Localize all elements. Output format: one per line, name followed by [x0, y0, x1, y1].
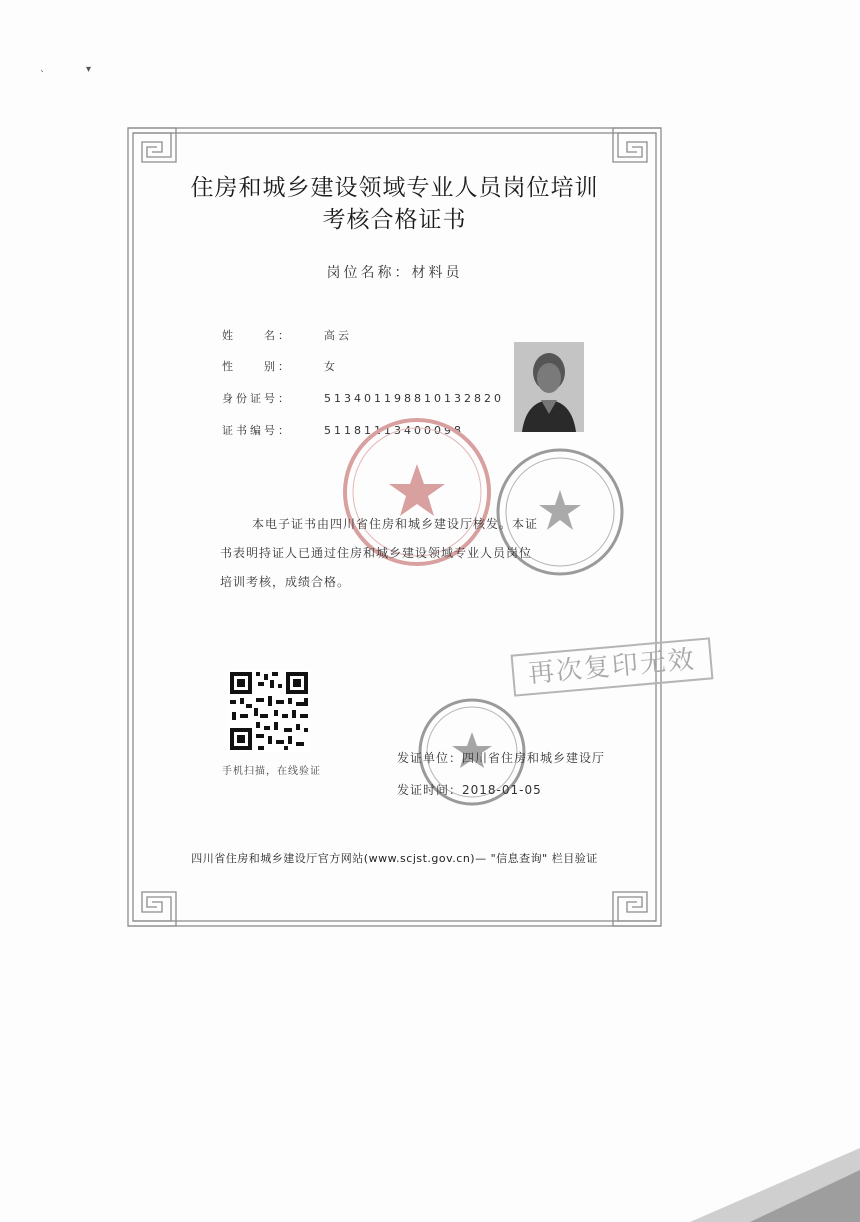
- scan-speck-2: ▾: [86, 64, 92, 75]
- holder-photo: [514, 342, 584, 432]
- verification-footer: 四川省住房和城乡建设厅官方网站(www.scjst.gov.cn)— "信息查询" 栏目验证: [191, 852, 598, 865]
- name-label: 姓 名：: [222, 329, 292, 342]
- title-line-2: 考核合格证书: [322, 207, 467, 233]
- issuer-unit-value: 四川省住房和城乡建设厅: [462, 751, 606, 765]
- field-row-gender: [222, 358, 338, 374]
- qr-code-icon[interactable]: [228, 670, 310, 752]
- certificate-statement: [220, 510, 580, 597]
- no-copy-stamp: 再次复印无效: [511, 637, 714, 696]
- post-label: 岗位名称：: [326, 265, 412, 281]
- statement-line-3: 培训考核，成绩合格。: [220, 575, 351, 589]
- scan-speck-1: `: [40, 70, 45, 81]
- title-line-1: 住房和城乡建设领域专业人员岗位培训: [190, 175, 599, 201]
- issuer-block: [397, 742, 605, 806]
- name-value: 高云: [324, 329, 352, 342]
- portrait-image: [514, 342, 584, 432]
- cert-number-value: 51181113400098: [324, 424, 464, 437]
- certificate: [122, 122, 667, 932]
- gender-value: 女: [324, 360, 338, 373]
- post-name: [122, 262, 667, 282]
- issue-date-label: 发证时间：: [397, 783, 463, 797]
- field-row-id-number: [222, 390, 504, 406]
- statement-line-1: 本电子证书由四川省住房和城乡建设厅核发。本证: [252, 517, 539, 531]
- certificate-title: [122, 172, 667, 236]
- id-number-value: 513401198810132820: [324, 392, 504, 405]
- issue-date: [397, 774, 605, 806]
- field-row-name: [222, 327, 352, 343]
- statement-line-2: 书表明持证人已通过住房和城乡建设领域专业人员岗位: [220, 546, 533, 560]
- id-number-label: 身份证号：: [222, 392, 292, 405]
- issue-date-value: 2018-01-05: [462, 783, 542, 797]
- issuer-unit-label: 发证单位：: [397, 751, 463, 765]
- gender-label: 性 别：: [222, 360, 292, 373]
- page-corner-shadow: [690, 1140, 860, 1222]
- qr-caption: 手机扫描，在线验证: [222, 766, 321, 777]
- cert-number-label: 证书编号：: [222, 424, 292, 437]
- issuer-unit: [397, 742, 605, 774]
- post-value: 材料员: [411, 265, 463, 281]
